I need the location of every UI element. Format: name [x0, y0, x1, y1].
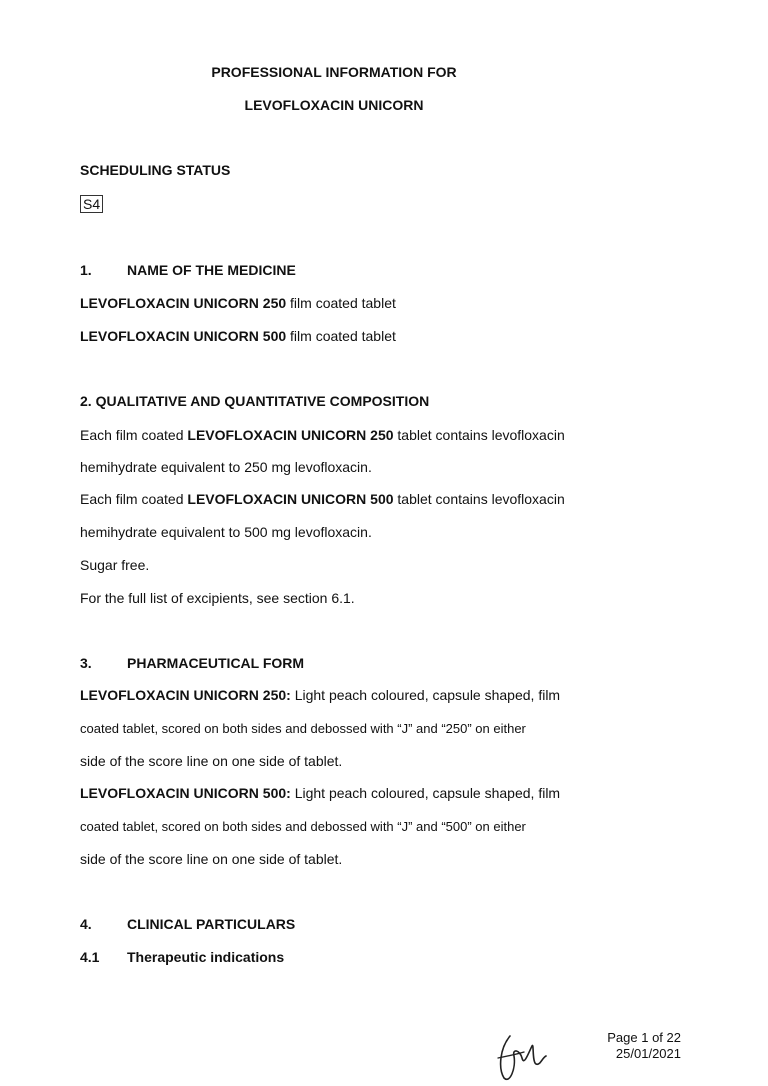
section3-title: PHARMACEUTICAL FORM	[127, 655, 305, 671]
section1-number: 1.	[80, 262, 92, 278]
section4-1-title: Therapeutic indications	[127, 949, 285, 965]
product-form-250: film coated tablet	[286, 295, 396, 311]
composition-text: tablet contains levofloxacin	[393, 427, 565, 443]
composition-line4: hemihydrate equivalent to 500 mg levofloxacin.	[80, 524, 372, 540]
product-name-500: LEVOFLOXACIN UNICORN 500	[80, 328, 287, 344]
section1-item-500	[80, 328, 396, 344]
section4-heading	[80, 916, 295, 932]
page-number: Page 1 of 22	[607, 1030, 681, 1045]
product-form-500: film coated tablet	[286, 328, 396, 344]
scheduling-heading: SCHEDULING STATUS	[80, 162, 231, 178]
section1-item-250	[80, 295, 396, 311]
composition-product-250: LEVOFLOXACIN UNICORN 250	[187, 427, 394, 443]
footer-date: 25/01/2021	[615, 1046, 681, 1061]
section2-heading: 2. QUALITATIVE AND QUANTITATIVE COMPOSITION	[80, 393, 430, 409]
composition-line2: hemihydrate equivalent to 250 mg levofloxacin.	[80, 459, 372, 475]
form-text: Light peach coloured, capsule shaped, film	[290, 785, 561, 801]
section1-title: NAME OF THE MEDICINE	[127, 262, 296, 278]
form-250-line3: side of the score line on one side of tablet.	[80, 753, 343, 769]
section4-1-heading	[80, 949, 284, 965]
page-footer	[607, 1030, 681, 1062]
composition-product-500: LEVOFLOXACIN UNICORN 500	[187, 491, 394, 507]
composition-text: tablet contains levofloxacin	[393, 491, 565, 507]
form-product-250: LEVOFLOXACIN UNICORN 250:	[80, 687, 291, 703]
composition-line1	[80, 427, 565, 443]
sugar-free-note: Sugar free.	[80, 557, 150, 573]
form-500-line3: side of the score line on one side of tablet.	[80, 851, 343, 867]
form-500-line1	[80, 785, 560, 801]
section3-heading	[80, 655, 304, 671]
scheduling-status-box: S4	[80, 195, 103, 213]
composition-text: Each film coated	[80, 491, 188, 507]
excipients-note: For the full list of excipients, see section 6.1.	[80, 590, 355, 606]
form-text: Light peach coloured, capsule shaped, film	[290, 687, 561, 703]
product-name-250: LEVOFLOXACIN UNICORN 250	[80, 295, 287, 311]
form-product-500: LEVOFLOXACIN UNICORN 500:	[80, 785, 291, 801]
form-250-line2: coated tablet, scored on both sides and debossed with “J” and “250” on either	[80, 721, 526, 736]
section4-1-number: 4.1	[80, 949, 100, 965]
section4-title: CLINICAL PARTICULARS	[127, 916, 296, 932]
section3-number: 3.	[80, 655, 92, 671]
doc-title-line1: PROFESSIONAL INFORMATION FOR	[211, 64, 457, 80]
composition-text: Each film coated	[80, 427, 188, 443]
doc-title-line2: LEVOFLOXACIN UNICORN	[244, 97, 424, 113]
composition-line3	[80, 491, 565, 507]
section1-heading	[80, 262, 296, 278]
section4-number: 4.	[80, 916, 92, 932]
form-250-line1	[80, 687, 560, 703]
signature-mark	[490, 1028, 550, 1083]
form-500-line2: coated tablet, scored on both sides and debossed with “J” and “500” on either	[80, 819, 526, 834]
